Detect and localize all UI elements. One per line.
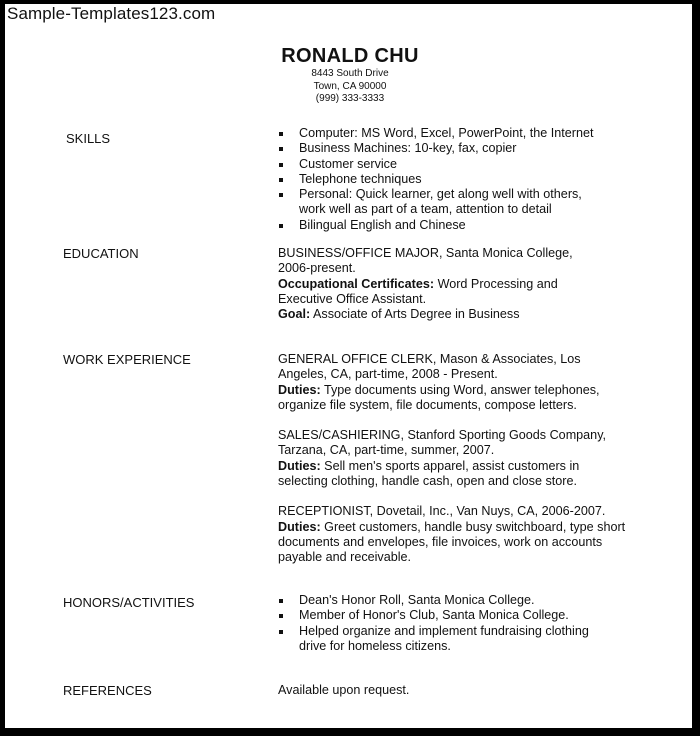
job-title: RECEPTIONIST, Dovetail, Inc., Van Nuys, CA, 2006-2007. [278, 504, 606, 519]
goal-label: Goal: [278, 307, 311, 322]
job-duties [278, 520, 628, 566]
list-item: Customer service [278, 157, 638, 172]
phone-line: (999) 333-3333 [315, 93, 385, 104]
section-label-skills: SKILLS [66, 131, 111, 146]
job-title: SALES/CASHIERING, Stanford Sporting Goods Company, Tarzana, CA, part-time, summer, 2007. [278, 428, 607, 458]
work-content [278, 352, 628, 581]
list-item: Bilingual English and Chinese [278, 218, 638, 233]
education-degree: BUSINESS/OFFICE MAJOR, Santa Monica College, 2006-present. [278, 246, 573, 276]
watermark: Sample-Templates123.com [7, 4, 216, 23]
certificates-value: Word Processing and Executive Office Assistant. [278, 276, 558, 306]
education-goal [278, 307, 583, 322]
section-label-honors: HONORS/ACTIVITIES [63, 595, 195, 610]
duties-label: Duties: [278, 519, 321, 534]
section-label-work-experience: WORK EXPERIENCE [63, 352, 191, 367]
job-entry [278, 428, 628, 489]
list-item: Dean's Honor Roll, Santa Monica College. [278, 593, 618, 608]
education-content [278, 246, 583, 322]
job-duties [278, 459, 628, 490]
job-duties [278, 383, 628, 414]
list-item: Helped organize and implement fundraising clothing drive for homeless citizens. [278, 624, 618, 655]
goal-value: Associate of Arts Degree in Business [310, 307, 520, 322]
duties-text: Sell men's sports apparel, assist customers in selecting clothing, handle cash, open and close store. [278, 458, 580, 489]
address-line: 8443 South Drive [311, 68, 389, 79]
job-entry [278, 504, 628, 565]
section-label-education: EDUCATION [63, 246, 139, 261]
resume-header [250, 44, 450, 106]
references-value: Available upon request. [278, 683, 410, 697]
duties-text: Greet customers, handle busy switchboard, type short documents and envelopes, file invoices, work on accounts payable and receivable. [278, 519, 626, 565]
honors-content [278, 593, 618, 654]
job-title: GENERAL OFFICE CLERK, Mason & Associates, Los Angeles, CA, part-time, 2008 - Present. [278, 352, 581, 382]
duties-label: Duties: [278, 458, 321, 473]
duties-label: Duties: [278, 382, 321, 397]
list-item: Business Machines: 10-key, fax, copier [278, 141, 638, 156]
resume-page [5, 4, 692, 728]
city-line: Town, CA 90000 [313, 80, 387, 92]
duties-text: Type documents using Word, answer telephones, organize file system, file documents, compose letters. [278, 382, 600, 412]
skills-content [278, 126, 638, 233]
section-label-references: REFERENCES [63, 683, 152, 698]
list-item: Personal: Quick learner, get along well with others, work well as part of a team, attention to detail [278, 187, 609, 218]
job-entry [278, 352, 628, 413]
candidate-name: RONALD CHU [281, 45, 419, 67]
skills-list [278, 126, 638, 233]
list-item: Computer: MS Word, Excel, PowerPoint, the Internet [278, 126, 638, 141]
list-item: Member of Honor's Club, Santa Monica College. [278, 608, 618, 623]
honors-list [278, 593, 618, 654]
certificates-label: Occupational Certificates: [278, 276, 435, 291]
list-item: Telephone techniques [278, 172, 638, 187]
education-certificates [278, 277, 583, 308]
